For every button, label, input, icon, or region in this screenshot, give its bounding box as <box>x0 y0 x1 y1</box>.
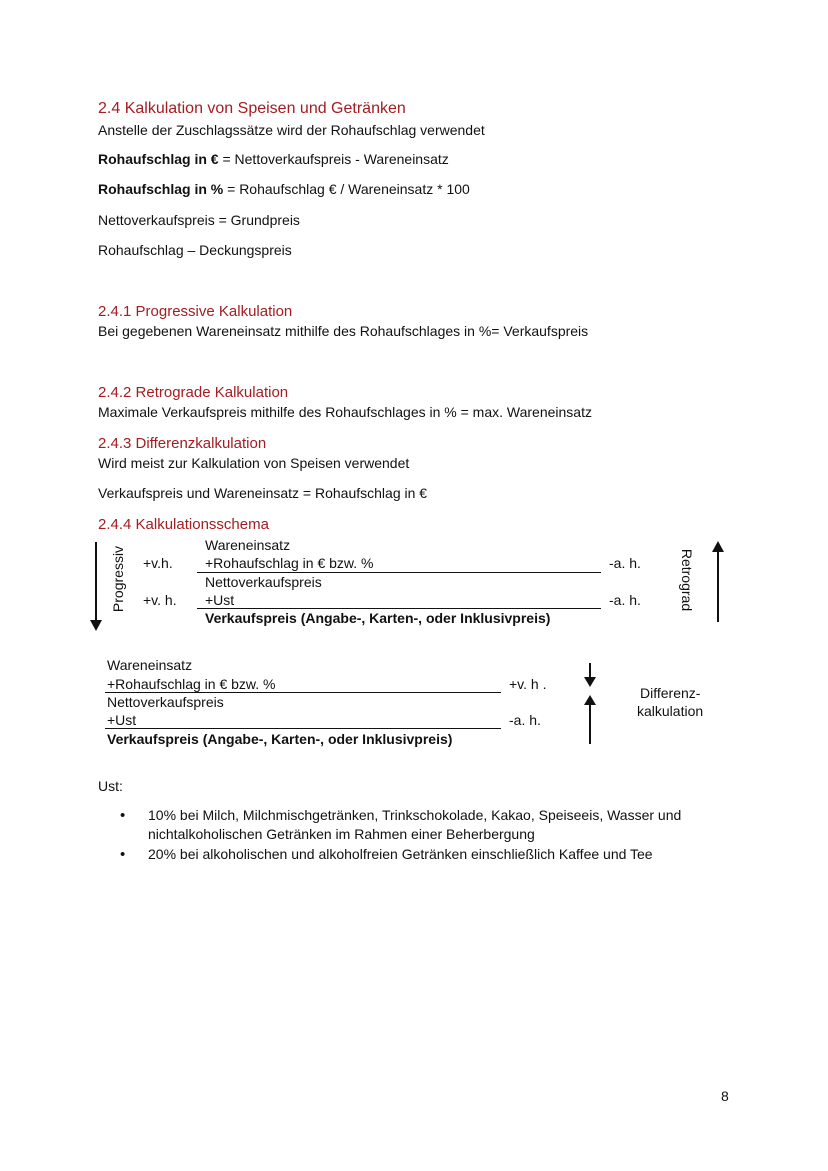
definition-deckungspreis: Rohaufschlag – Deckungspreis <box>98 242 292 258</box>
schema2-row2-right: +v. h . <box>509 676 547 692</box>
schema1-row2: +Rohaufschlag in € bzw. % <box>205 555 374 571</box>
subsection-text-retrograde: Maximale Verkaufspreis mithilfe des Rohaufschlages in % = max. Wareneinsatz <box>98 404 592 420</box>
schema1-row4: +Ust <box>205 592 235 608</box>
schema2-row4-right: -a. h. <box>509 712 541 728</box>
formula-rohaufschlag-euro <box>98 151 449 167</box>
subsection-title-retrograde: 2.4.2 Retrograde Kalkulation <box>98 384 289 401</box>
arrow-up-icon <box>717 550 719 622</box>
subsection-title-progressive: 2.4.1 Progressive Kalkulation <box>98 303 293 320</box>
page-number: 8 <box>721 1088 729 1104</box>
arrow-down-icon-head <box>584 677 596 688</box>
schema1-divider-1 <box>197 572 601 573</box>
schema1-row2-right: -a. h. <box>609 555 641 571</box>
schema1-row3: Nettoverkaufspreis <box>205 574 322 590</box>
formula-label: Rohaufschlag in % <box>98 181 224 197</box>
schema2-row1: Wareneinsatz <box>107 657 193 673</box>
schema2-row5: Verkaufspreis (Angabe-, Karten-, oder Inklusivpreis) <box>107 731 453 747</box>
arrow-down-icon <box>95 542 97 622</box>
differenz-label-line1: Differenz- <box>640 685 701 701</box>
formula-text: = Rohaufschlag € / Wareneinsatz * 100 <box>223 181 470 197</box>
subsection-text-progressive: Bei gegebenen Wareneinsatz mithilfe des Rohaufschlages in %= Verkaufspreis <box>98 323 589 339</box>
list-item: • 10% bei Milch, Milchmischgetränken, Trinkschokolade, Kakao, Speiseeis, Wasser und nichtalkoholischen Getränken im Rahmen einer Beherbergung <box>120 806 740 844</box>
subsection-text-differenz: Wird meist zur Kalkulation von Speisen verwendet <box>98 455 410 471</box>
schema2-row3: Nettoverkaufspreis <box>107 694 224 710</box>
subsection-text-differenz-2: Verkaufspreis und Wareneinsatz = Rohaufschlag in € <box>98 485 428 501</box>
subsection-title-differenz: 2.4.3 Differenzkalkulation <box>98 435 267 452</box>
differenz-label-line2: kalkulation <box>637 703 704 719</box>
schema2-row2: +Rohaufschlag in € bzw. % <box>107 676 276 692</box>
section-intro: Anstelle der Zuschlagssätze wird der Rohaufschlag verwendet <box>98 122 485 138</box>
schema1-row5: Verkaufspreis (Angabe-, Karten-, oder Inklusivpreis) <box>205 610 551 626</box>
schema2-divider-2 <box>105 728 501 729</box>
retrograd-label: Retrograd <box>679 548 695 612</box>
schema1-row1: Wareneinsatz <box>205 537 291 553</box>
schema1-row4-right: -a. h. <box>609 592 641 608</box>
formula-rohaufschlag-percent <box>98 181 470 197</box>
arrow-up-icon <box>589 704 591 744</box>
schema2-divider-1 <box>105 692 501 693</box>
formula-text: = Nettoverkaufspreis - Wareneinsatz <box>218 151 449 167</box>
subsection-title-schema: 2.4.4 Kalkulationsschema <box>98 516 269 533</box>
list-item: • 20% bei alkoholischen und alkoholfreien Getränken einschließlich Kaffee und Tee <box>120 845 740 864</box>
arrow-down-icon-head <box>90 620 102 632</box>
schema1-row4-left: +v. h. <box>143 592 177 608</box>
schema2-row4: +Ust <box>107 712 137 728</box>
schema1-row2-left: +v.h. <box>143 555 173 571</box>
schema1-divider-2 <box>197 608 601 609</box>
formula-label: Rohaufschlag in € <box>98 151 219 167</box>
definition-grundpreis: Nettoverkaufspreis = Grundpreis <box>98 212 300 228</box>
section-title: 2.4 Kalkulation von Speisen und Getränken <box>98 100 406 117</box>
ust-list <box>120 806 740 865</box>
ust-label: Ust: <box>98 778 123 794</box>
progressiv-label: Progressiv <box>110 545 126 613</box>
